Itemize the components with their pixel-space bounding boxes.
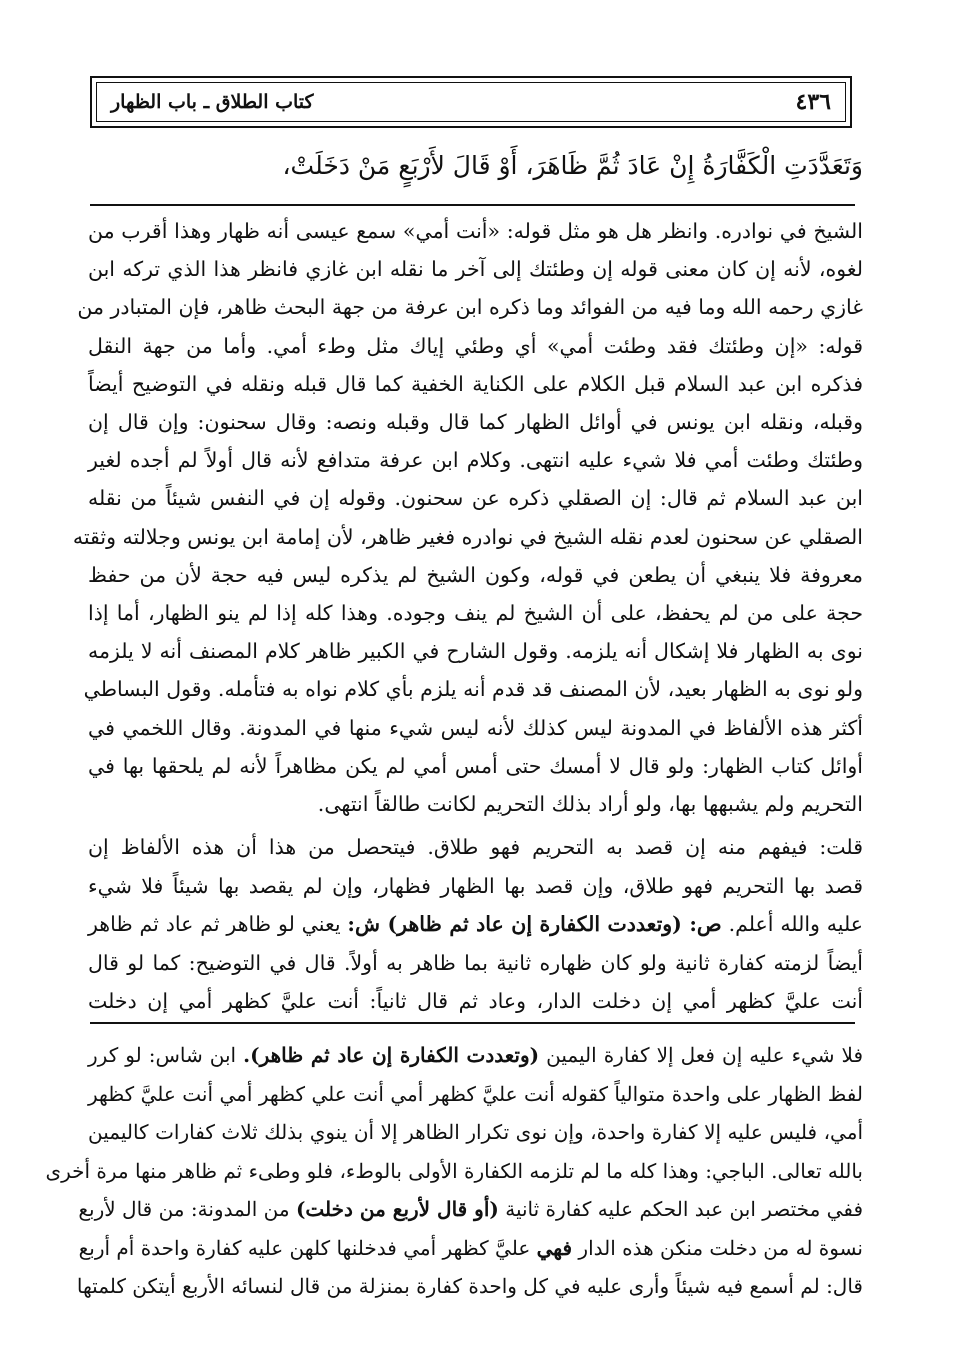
page-header	[90, 76, 852, 128]
commentary-line: أنت عليَّ كظهر أمي إن دخلت الدار، وعاد ثم قال ثانياً: أنت عليَّ كظهر أمي إن دخلت	[88, 989, 863, 1013]
separator-rule-footnote	[90, 1022, 855, 1024]
line-text: من المدونة: من قال لأربع	[78, 1197, 296, 1221]
commentary-line: ابن عبد السلام ثم قال: إن الصقلي ذكره عن سحنون. وقوله إن في النفس شيئاً من نقله	[88, 486, 863, 511]
commentary-line: أيضاً لزمته كفارة ثانية ولو كان ظهاره ثانية بما ظاهر به أولاً. قال في التوضيح: كما لو قال	[88, 950, 863, 975]
matn-quote: (أو قال لأربع من دخلت)	[295, 1197, 499, 1221]
commentary-line: لغوه، لأنه إن كان معنى قوله إن وطئتك إلى آخر ما نقله ابن غازي فانظر هذا الذي تركه ابن	[88, 257, 863, 282]
commentary-line: قلت: فيفهم منه إن قصد به التحريم فهو طلاق. فيتحصل من هذا أن هذه الألفاظ إن	[88, 835, 863, 859]
commentary-line: حجة على من لم يحفظ، على أن الشيخ لم ينف وجوده. وهذا كله إذا لم ينو الظهار، أما إذا	[88, 601, 863, 626]
page-number: ٤٣٦	[795, 89, 831, 115]
footnote-commentary	[45, 1036, 864, 1306]
line-text: عليَّ كظهر أمي فدخلنها كلهن عليه كفارة واحدة أم أربع	[78, 1235, 537, 1260]
commentary-line: ولو نوى به الظهار بعيد، لأن المصنف قد قدم أنه يلزم بأي كلام نواه به فتأمله. وقول البساطي	[83, 677, 863, 702]
commentary-line	[88, 905, 863, 944]
commentary-line: أكثر هذه الألفاظ في المدونة ليس كذلك لأنه ليس شيء منها في المدونة. وقال اللخمي في	[88, 715, 863, 740]
line-text: ابن شاس: لو كرر	[88, 1043, 244, 1067]
matn-quote: ص: (وتعددت الكفارة إن عاد ثم ظاهر) ش:	[347, 912, 722, 936]
line-text: نسوة له من دخلت منكن هذه الدار	[572, 1235, 863, 1260]
line-text: عليه والله أعلم.	[721, 912, 863, 936]
footnote-line	[88, 1036, 863, 1075]
commentary-line: الشيخ في نوادره. وانظر هل هو مثل قوله: «أنت أمي» سمع عيسى أنه ظهار وهذا أقرب من	[88, 219, 863, 243]
footnote-line	[78, 1190, 863, 1229]
page-header-inner	[96, 82, 846, 122]
separator-rule-top	[90, 204, 855, 206]
commentary-line: أوائل كتاب الظهار: ولو قال لا أمسك حتى أمس أمي لم يكن مظاهراً لأنه لم يلحقها بها في	[88, 753, 863, 778]
commentary-line: غازي رحمه الله وما فيه من الفوائد وما ذكره ابن عرفة من جهة البحث ظاهر، فإن المتبادر من	[77, 295, 863, 320]
footnote-line: أمي، فليس عليه إلا كفارة واحدة، وإن نوى تكرار الظاهر إلا أن ينوي بذلك ثلاث كفارات كاليمين	[88, 1120, 863, 1144]
footnote-line: بالله تعالى. الباجي: وهذا كله ما لم تلزمه الكفارة الأولى بالوطء، فلو وطىء ثم ظاهر منها مرة أخرى	[45, 1158, 863, 1183]
line-text: ففي مختصر ابن عبد الحكم عليه كفارة ثانية	[498, 1197, 863, 1221]
commentary-line: فذكره ابن عبد السلام قبل الكلام على الكناية الخفية كما قال قبله ونقله في التوضيح أيضاً	[88, 371, 863, 396]
bold-word: فهي	[536, 1235, 573, 1260]
footnote-line: لفظ الظهار على واحدة متوالياً كقوله أنت عليَّ كظهر أمي أنت علي كظهر أمي أنت عليَّ كظهر	[88, 1081, 863, 1106]
commentary-line: قصد بها التحريم فهو طلاق، وإن قصد بها الظهار فظهار، وإن لم يقصد بها شيئاً فلا شيء	[88, 873, 863, 898]
footnote-line	[78, 1229, 863, 1268]
commentary-line: وقبله، ونقله ابن يونس في أوائل الظهار كما قال وقبله ونصه: وقال سحنون: وإن قال إن	[88, 410, 863, 435]
commentary-line: نوى به الظهار فلا إشكال أنه يلزمه. وقول الشارح في الكبير ظاهر كلام المصنف أنه لا يلزمه	[88, 639, 863, 664]
commentary-line: معروفة فلا ينبغي أن يطعن في قوله، وكون الشيخ لم يذكره ليس فيه حجة لأن من حفظ	[88, 562, 863, 587]
matn-quote: (وتعددت الكفارة إن عاد ثم ظاهر).	[243, 1043, 540, 1067]
matn-text: وَتَعَدَّدَتِ الْكَفَّارَةُ إِنْ عَادَ ثُمَّ ظَاهَرَ، أَوْ قَالَ لأَرْبَعٍ مَنْ دَخَلَتْ،	[282, 151, 863, 180]
commentary-paragraph-2	[88, 828, 863, 1021]
commentary-line: قوله: «إن وطئتك فقد وطئت أمي» أي وطئي إياك مثل وطء أمي. وأما من جهة النقل	[88, 333, 863, 358]
running-title: كتاب الطلاق ـ باب الظهار	[111, 91, 314, 113]
line-text: فلا شيء عليه إن فعل إلا كفارة اليمين	[539, 1043, 864, 1067]
footnote-line: قال: لم أسمع فيه شيئاً وأرى عليه في كل واحدة كفارة بمنزلة من قال لنسائه الأربع أيتكن كلمتها	[76, 1274, 863, 1298]
commentary-line: التحريم ولم يشبهها بها، ولو أراد بذلك التحريم لكانت طالقاً انتهى.	[317, 792, 863, 817]
commentary-line: الصقلي عن سحنون لعدم نقله الشيخ في نوادره فغير ظاهر، لأن إمامة ابن يونس وجلالته وثقته	[72, 524, 863, 549]
line-text: يعني لو ظاهر ثم عاد ثم ظاهر	[88, 912, 348, 936]
commentary-paragraph-1	[72, 212, 863, 823]
commentary-line: وطئتك وطئت أمي فلا شيء عليه انتهى. وكلام ابن عرفة متدافع لأنه قال أولاً لم أجده لغير	[88, 448, 863, 473]
